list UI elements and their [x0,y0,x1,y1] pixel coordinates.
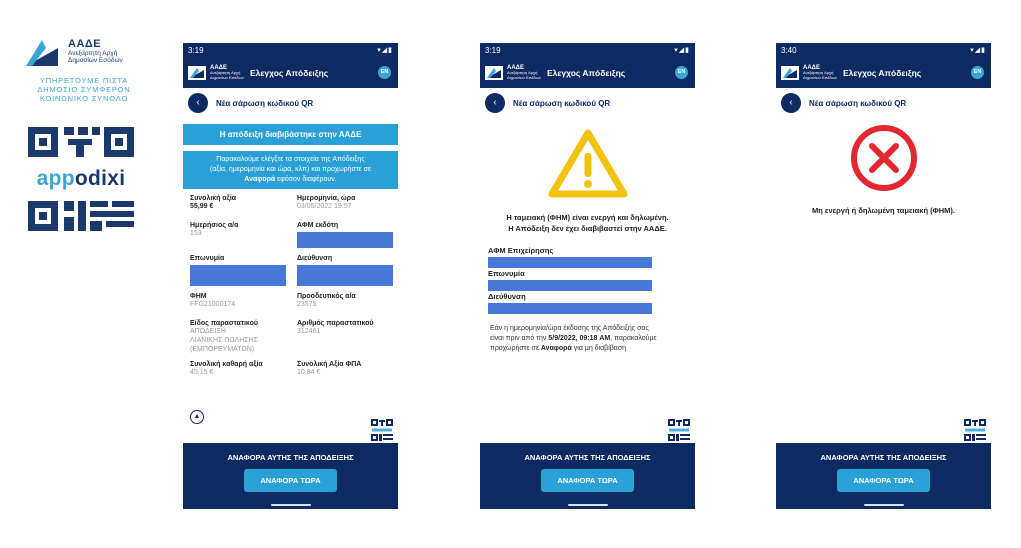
field-name [190,255,297,286]
status-icons: ▾◢▮ [674,47,690,54]
language-toggle-button[interactable]: EN [971,66,984,79]
field-address [297,255,397,286]
appbar-logo-sub: Ανεξάρτητη Αρχή Δημοσίων Εσόδων [507,70,541,80]
appbar-logo-text [507,65,543,80]
report-footer-text: ΑΝΑΦΟΡΑ ΑΥΤΗΣ ΤΗΣ ΑΠΟΔΕΙΞΗΣ [820,453,947,462]
phone-screen-warning [480,43,695,509]
new-scan-label[interactable]: Νέα σάρωση κωδικού QR [216,98,314,108]
note-text: , παρακαλούμε [610,335,657,342]
field-daily-no [190,222,297,248]
redacted-value [297,265,393,286]
note-line: Εάν η ημερομηνία/ώρα έκδοσης της Απόδειξής σας [490,325,649,332]
field-datetime [297,195,397,215]
motto-line: ΔΗΜΟΣΙΟ ΣΥΜΦΕΡΟΝ [37,85,131,94]
field-label: Ημερομηνία, ώρα [297,195,356,202]
info-box [183,151,398,189]
field-label: ΑΦΜ Επιχείρησης [488,246,554,255]
phone-screen-transmitted [183,43,398,509]
status-time: 3:40 [781,45,797,55]
status-bar [183,43,398,57]
field-label: Διεύθυνση [297,255,333,262]
field-value: 153 [190,230,202,237]
home-indicator[interactable] [864,504,904,506]
report-footer [183,443,398,509]
field-value: 45,15 € [190,369,214,376]
note-line [490,344,685,354]
field-value: (ΕΜΠΟΡΕΥΜΑΤΩΝ) [190,346,255,353]
app-bar [183,57,398,88]
note-line [490,334,685,344]
field-doc-number [297,320,397,354]
field-address [480,292,695,314]
branding-panel [24,38,144,235]
field-label: Διεύθυνση [488,292,526,301]
appbar-logo-name: ΑΑΔΕ [210,65,227,71]
field-label: Επωνυμία [488,269,525,278]
status-bar [776,43,991,57]
field-doc-type [190,320,297,354]
info-line: (αξία, ημερομηνία και ώρα, κλπ) και προχωρήστε σε [209,166,372,173]
appodixi-small-logo-icon [668,419,690,441]
status-icons: ▾◢▮ [970,47,986,54]
status-time: 3:19 [188,45,204,55]
field-value: 03/05/2022 19:57 [297,203,352,210]
field-value: ΛΙΑΝΙΚΗΣ ΠΩΛΗΣΗΣ [190,337,259,344]
warning-message [480,212,695,234]
note-text: για μη διαβίβαση [571,345,627,352]
report-footer-text: ΑΝΑΦΟΡΑ ΑΥΤΗΣ ΤΗΣ ΑΠΟΔΕΙΞΗΣ [524,453,651,462]
aade-name: ΑΑΔΕ [68,38,102,50]
field-label: Είδος παραστατικού [190,320,258,327]
appodixi-small-logo-icon [371,419,393,441]
field-label: Συνολική Αξία ΦΠΑ [297,361,362,368]
report-note [480,324,695,354]
new-scan-label[interactable]: Νέα σάρωση κωδικού QR [809,98,907,108]
aade-logo [24,38,144,68]
message-line: Η ταμειακή (ΦΗΜ) είναι ενεργή και δηλωμένη. [506,213,669,222]
note-bold: Αναφορά [540,345,572,352]
collapse-up-icon[interactable]: ▲ [190,410,204,424]
back-arrow-icon[interactable]: ‹ [188,93,208,113]
field-label: Αριθμός παραστατικού [297,320,374,327]
aade-motto [24,76,144,103]
field-issuer-vat [297,222,397,248]
appbar-title: Ελεγχος Απόδειξης [250,67,329,78]
field-serial [297,293,397,313]
note-text: είναι πριν από την [490,335,549,342]
report-footer [776,443,991,509]
redacted-value [488,257,652,268]
new-scan-label[interactable]: Νέα σάρωση κωδικού QR [513,98,611,108]
aade-subtitle-2: Δημοσίων Εσόδων [68,57,123,64]
appodixi-wordmark [24,167,138,191]
field-value: 55,99 € [190,203,214,210]
appodixi-logo [24,123,138,235]
status-bar [480,43,695,57]
app-bar [776,57,991,88]
appbar-title: Ελεγχος Απόδειξης [843,67,922,78]
aade-subtitle-1: Ανεξάρτητη Αρχή [68,50,118,57]
field-total [190,195,297,215]
field-label: ΦΗΜ [190,293,207,300]
field-label: Συνολική καθαρή αξία [190,361,263,368]
home-indicator[interactable] [568,504,608,506]
status-icons: ▾◢▮ [377,47,393,54]
field-label: Ημερήσιος α/α [190,222,239,229]
info-bold: Αναφορά [244,176,276,183]
phone-screen-error [776,43,991,509]
status-time: 3:19 [485,45,501,55]
new-scan-row[interactable] [480,88,695,118]
report-now-button[interactable]: ΑΝΑΦΟΡΑ ΤΩΡΑ [541,469,634,492]
message-line: Η Απόδειξη δεν έχει διαβιβαστεί στην ΑΑΔΕ. [508,224,667,233]
redacted-value [190,265,286,286]
appbar-logo-text [210,65,246,80]
info-tail: εφόσον διαφέρουν. [275,176,337,183]
motto-line: ΥΠΗΡΕΤΟΥΜΕ ΠΙΣΤΑ [39,76,129,85]
home-indicator[interactable] [271,504,311,506]
warning-triangle-icon [547,128,629,198]
field-business-vat [480,246,695,268]
report-footer-text: ΑΝΑΦΟΡΑ ΑΥΤΗΣ ΤΗΣ ΑΠΟΔΕΙΞΗΣ [227,453,354,462]
app-bar [480,57,695,88]
report-now-button[interactable]: ΑΝΑΦΟΡΑ ΤΩΡΑ [837,469,930,492]
receipt-fields [183,195,398,388]
field-value: ΑΠΟΔΕΙΞΗ [190,328,226,335]
error-message: Μη ενεργή ή δηλωμένη ταμειακή (ΦΗΜ). [811,206,956,215]
redacted-value [488,303,652,314]
redacted-value [488,280,652,291]
info-line: Παρακαλούμε ελέγξτε τα στοιχεία της Απόδειξης [216,156,365,163]
note-text: προχωρήστε σε [490,345,541,352]
aade-emblem-icon [781,66,799,80]
report-footer [480,443,695,509]
field-value: 10,84 € [297,369,321,376]
language-toggle-button[interactable]: EN [675,66,688,79]
new-scan-row[interactable] [776,88,991,118]
back-arrow-icon[interactable]: ‹ [485,93,505,113]
back-arrow-icon[interactable]: ‹ [781,93,801,113]
motto-line: ΚΟΙΝΩΝΙΚΟ ΣΥΝΟΛΟ [39,94,129,103]
appbar-logo-text [803,65,839,80]
field-value: FFG21000174 [190,301,236,308]
appbar-logo-sub: Ανεξάρτητη Αρχή Δημοσίων Εσόδων [803,70,837,80]
wordmark-odixi: odixi [74,167,126,190]
transmitted-banner: Η απόδειξη διαβιβάστηκε στην ΑΑΔΕ [183,124,398,145]
redacted-value [297,232,393,248]
field-label: Επωνυμία [190,255,225,262]
field-vat-total [297,361,397,381]
aade-emblem-icon [24,38,60,68]
field-label: Προοδευτικός α/α [297,293,356,300]
aade-emblem-icon [188,66,206,80]
report-now-button[interactable]: ΑΝΑΦΟΡΑ ΤΩΡΑ [244,469,337,492]
field-label: ΑΦΜ εκδότη [297,222,339,229]
error-circle-x-icon [849,123,919,193]
field-label: Συνολική αξία [190,195,237,202]
appbar-logo-name: ΑΑΔΕ [507,65,524,71]
appodixi-small-logo-icon [964,419,986,441]
appbar-logo-sub: Ανεξάρτητη Αρχή Δημοσίων Εσόδων [210,70,244,80]
field-name [480,269,695,291]
field-fim [190,293,297,313]
field-net-total [190,361,297,381]
field-value: 23575 [297,301,317,308]
language-toggle-button[interactable]: EN [378,66,391,79]
appbar-logo-name: ΑΑΔΕ [803,65,820,71]
appbar-title: Ελεγχος Απόδειξης [547,67,626,78]
field-value: 312461 [297,328,321,335]
info-line [193,175,388,185]
new-scan-row[interactable] [183,88,398,118]
note-date: 5/9/2022, 09:18 AM [548,335,611,342]
wordmark-app: app [36,167,75,190]
aade-emblem-icon [485,66,503,80]
